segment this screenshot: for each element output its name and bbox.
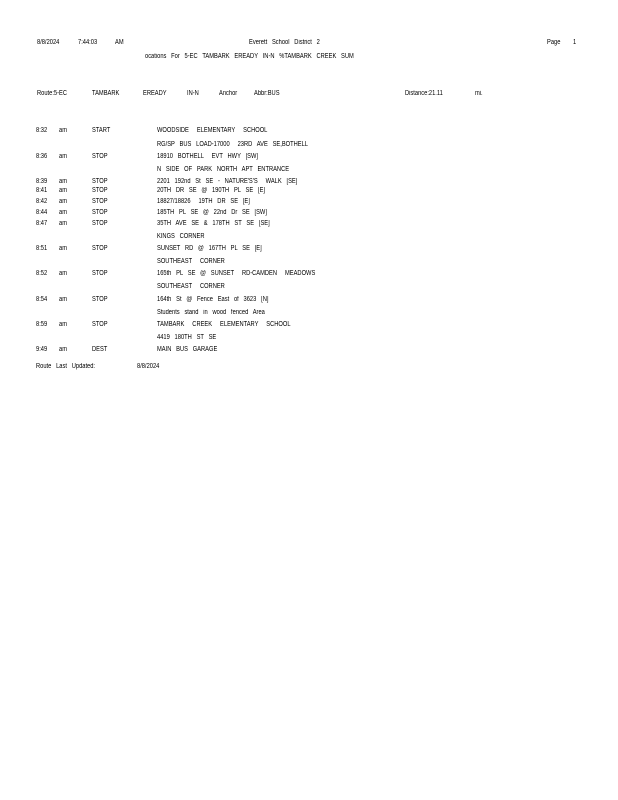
stop-continuation [0, 166, 618, 174]
route-id: Route:5-EC [37, 90, 67, 97]
stop-type: STOP [92, 220, 108, 227]
stop-description-line2: N SIDE OF PARK NORTH APT ENTRANCE [157, 166, 290, 173]
stop-continuation [0, 309, 618, 317]
stop-ampm: am [59, 198, 67, 205]
stop-description: 18910 BOTHELL EVT HWY [SW] [157, 153, 259, 160]
stop-type: STOP [92, 245, 108, 252]
stop-ampm: am [59, 321, 67, 328]
stop-ampm: am [59, 187, 67, 194]
stop-type: STOP [92, 198, 108, 205]
report-date: 8/8/2024 [37, 39, 60, 46]
stop-row [0, 245, 618, 253]
stop-continuation [0, 283, 618, 291]
stop-row [0, 153, 618, 161]
stop-time: 8:59 [36, 321, 48, 328]
stop-continuation [0, 258, 618, 266]
stop-time: 8:39 [36, 178, 48, 185]
stop-description: SUNSET RD @ 167TH PL SE [E] [157, 245, 262, 252]
stop-description-line2: RG/SP BUS LOAD-17000 23RD AVE SE,BOTHELL [157, 141, 309, 148]
stop-type: STOP [92, 153, 108, 160]
stop-ampm: am [59, 127, 67, 134]
route-in-n: IN-N [187, 90, 199, 97]
route-eready: EREADY [143, 90, 167, 97]
footer-label: Route Last Updated: [36, 363, 96, 370]
stop-description: 35TH AVE SE & 178TH ST SE [SE] [157, 220, 270, 227]
stop-row [0, 198, 618, 206]
stop-description: 20TH DR SE @ 190TH PL SE [E] [157, 187, 266, 194]
stop-row [0, 127, 618, 135]
stop-type: STOP [92, 209, 108, 216]
stop-description: MAIN BUS GARAGE [157, 346, 218, 353]
footer-date: 8/8/2024 [137, 363, 160, 370]
stop-description: 165th PL SE @ SUNSET RD-CAMDEN MEADOWS [157, 270, 316, 277]
stop-type: START [92, 127, 111, 134]
route-distance: Distance:21.11 [405, 90, 443, 97]
stop-time: 9:49 [36, 346, 48, 353]
stop-continuation [0, 233, 618, 241]
stop-description: TAMBARK CREEK ELEMENTARY SCHOOL [157, 321, 291, 328]
stop-type: DEST [92, 346, 108, 353]
stop-type: STOP [92, 321, 108, 328]
stop-ampm: am [59, 178, 67, 185]
stop-description-line2: KINGS CORNER [157, 233, 205, 240]
report-time: 7:44:03 [78, 39, 98, 46]
stop-continuation [0, 141, 618, 149]
report-ampm: AM [115, 39, 124, 46]
stop-description-line2: SOUTHEAST CORNER [157, 283, 225, 290]
stop-description: 18827/18826 19TH DR SE [E] [157, 198, 250, 205]
stop-type: STOP [92, 178, 108, 185]
distance-unit: mi. [475, 90, 483, 97]
report-subtitle: ocations For 5-EC TAMBARK EREADY IN-N %TAMBARK CREEK SUM [145, 53, 354, 60]
stop-time: 8:47 [36, 220, 48, 227]
stop-ampm: am [59, 270, 67, 277]
route-name: TAMBARK [92, 90, 120, 97]
stop-time: 8:32 [36, 127, 48, 134]
page-number: 1 [573, 39, 577, 46]
stop-ampm: am [59, 346, 67, 353]
stop-description: 185TH PL SE @ 22nd Dr SE [SW] [157, 209, 267, 216]
stop-time: 8:41 [36, 187, 48, 194]
stop-description: WOODSIDE ELEMENTARY SCHOOL [157, 127, 268, 134]
stop-row [0, 209, 618, 217]
stop-row [0, 296, 618, 304]
stop-ampm: am [59, 220, 67, 227]
stop-time: 8:54 [36, 296, 48, 303]
stop-row [0, 270, 618, 278]
stop-description: 164th St @ Fence East of 3623 [N] [157, 296, 269, 303]
stop-row [0, 187, 618, 195]
stop-time: 8:36 [36, 153, 48, 160]
route-abbr: Abbr:BUS [254, 90, 280, 97]
stop-time: 8:52 [36, 270, 48, 277]
stop-description: 2201 192nd St SE - NATURE'S'S WALK [SE] [157, 178, 298, 185]
page-label: Page [547, 39, 561, 46]
stop-row [0, 178, 618, 186]
stop-row [0, 220, 618, 228]
route-anchor: Anchor [219, 90, 238, 97]
stop-type: STOP [92, 270, 108, 277]
stop-ampm: am [59, 153, 67, 160]
stop-ampm: am [59, 209, 67, 216]
district-title: Everett School District 2 [249, 39, 320, 46]
stop-time: 8:42 [36, 198, 48, 205]
stop-description-line2: SOUTHEAST CORNER [157, 258, 225, 265]
stop-time: 8:44 [36, 209, 48, 216]
stop-continuation [0, 334, 618, 342]
stop-type: STOP [92, 296, 108, 303]
stop-ampm: am [59, 296, 67, 303]
stop-type: STOP [92, 187, 108, 194]
stop-ampm: am [59, 245, 67, 252]
stop-description-line2: Students stand in wood fenced Area [157, 309, 265, 316]
stop-row [0, 346, 618, 354]
stop-row [0, 321, 618, 329]
stop-time: 8:51 [36, 245, 48, 252]
stop-description-line2: 4419 180TH ST SE [157, 334, 217, 341]
